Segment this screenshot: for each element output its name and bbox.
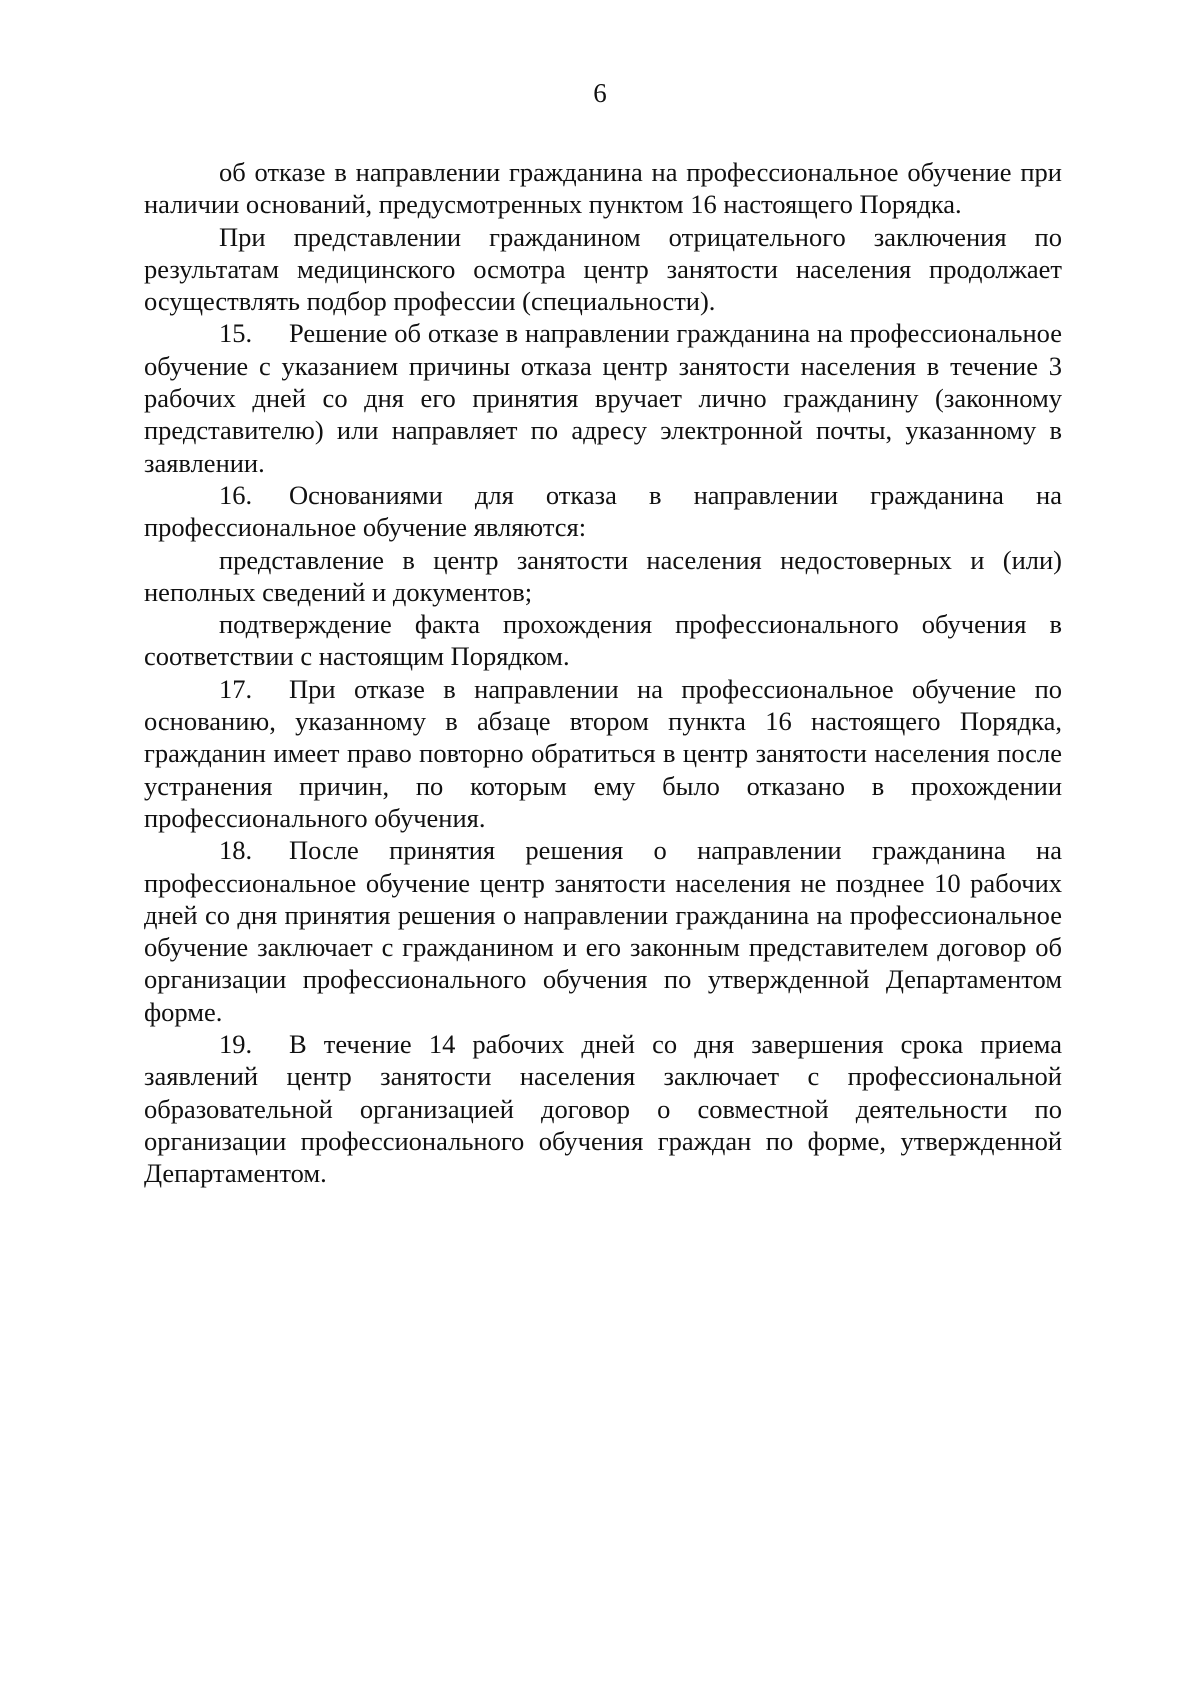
paragraph-text: В течение 14 рабочих дней со дня завершения срока приема заявлений центр занятости населения заключает с профессиональной образовательной организацией договор о совместной деятельности по организации профессионального обучения граждан по форме, утвержденной Департаментом. [144, 1029, 1062, 1189]
paragraph-16-item-1 [144, 544, 1062, 609]
paragraph-text: При представлении гражданином отрицательного заключения по результатам медицинского осмотра центр занятости населения продолжает осуществлять подбор профессии (специальности). [144, 221, 1062, 317]
paragraph-16 [144, 479, 1062, 544]
paragraph-text: Основаниями для отказа в направлении гражданина на профессиональное обучение являются: [144, 479, 1062, 543]
paragraph-18 [144, 834, 1062, 1028]
paragraph-medical-conclusion [144, 221, 1062, 318]
paragraph-text: подтверждение факта прохождения профессионального обучения в соответствии с настоящим Порядком. [144, 609, 1062, 672]
paragraph-number: 19. [219, 1029, 253, 1060]
paragraph-text: После принятия решения о направлении гражданина на профессиональное обучение центр занятости населения не позднее 10 рабочих дней со дня принятия решения о направлении гражданина на профессиональное обучение заключает с гражданином и его законным представителем договор об организации профессионального обучения по утвержденной Департаментом форме. [144, 835, 1062, 1027]
paragraph-15 [144, 317, 1062, 478]
paragraph-number: 15. [219, 318, 253, 349]
paragraph-16-item-2 [144, 608, 1062, 673]
page-number: 6 [593, 78, 607, 108]
paragraph-text: об отказе в направлении гражданина на профессиональное обучение при наличии оснований, предусмотренных пунктом 16 настоящего Порядка. [144, 157, 1062, 220]
paragraph-text: представление в центр занятости населения недостоверных и (или) неполных сведений и документов; [144, 544, 1062, 607]
paragraph-text: Решение об отказе в направлении гражданина на профессиональное обучение с указанием причины отказа центр занятости населения в течение 3 рабочих дней со дня его принятия вручает лично гражданину (законному представителю) или направляет по адресу электронной почты, указанному в заявлении. [144, 318, 1062, 478]
paragraph-text: При отказе в направлении на профессиональное обучение по основанию, указанному в абзаце втором пункта 16 настоящего Порядка, гражданин имеет право повторно обратиться в центр занятости населения после устранения причин, по которым ему было отказано в прохождении профессионального обучения. [144, 673, 1062, 833]
paragraph-number: 16. [219, 479, 253, 510]
paragraph-19 [144, 1028, 1062, 1189]
paragraph-continuation [144, 156, 1062, 221]
paragraph-number: 18. [219, 835, 253, 866]
document-body [144, 156, 1062, 1190]
paragraph-17 [144, 673, 1062, 834]
paragraph-number: 17. [219, 673, 253, 704]
